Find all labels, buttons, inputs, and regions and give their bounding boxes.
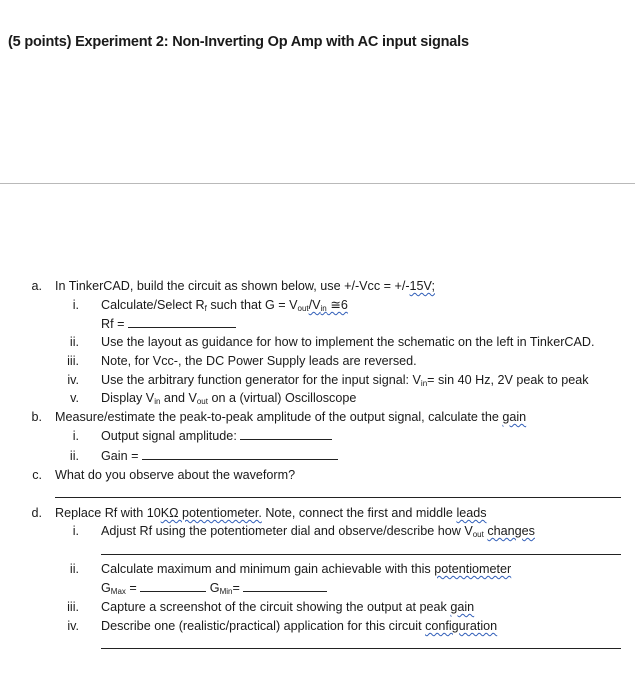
item-d-i-text: Adjust Rf using the potentiometer dial and observe/describe how $V_{out}$ changes <box>101 524 535 539</box>
item-d-iv-text: Describe one (realistic/practical) application for this circuit configuration <box>101 619 498 633</box>
potentiometer-answer-line[interactable] <box>101 554 621 555</box>
item-d-iii-marker: iii. <box>67 600 79 614</box>
item-d-iii-text: Capture a screenshot of the circuit showing the output at peak gain <box>101 600 475 614</box>
waveform-answer-line[interactable] <box>55 497 621 498</box>
section-divider <box>0 183 635 184</box>
item-d-iv-marker: iv. <box>67 619 79 633</box>
item-c-marker: c. <box>32 468 42 482</box>
page-title: (5 points) Experiment 2: Non-Inverting Op Amp with AC input signals <box>8 34 469 50</box>
item-d-ii-text: Calculate maximum and minimum gain achievable with this potentiometer <box>101 562 512 576</box>
gain-max-min-fields[interactable]: $G_{Max} = G_{Min}=$ <box>101 580 327 600</box>
item-a-iv-marker: iv. <box>67 373 79 387</box>
item-a-i-marker: i. <box>72 298 79 312</box>
application-answer-line[interactable] <box>101 648 621 649</box>
item-a-v-marker: v. <box>70 391 79 405</box>
item-c-text: What do you observe about the waveform? <box>55 468 296 482</box>
item-d-ii-marker: ii. <box>69 562 79 576</box>
item-d-text: Replace Rf with 10KΩ potentiometer. Note, connect the first and middle leads <box>55 506 487 520</box>
item-d-i-marker: i. <box>72 524 79 538</box>
item-d-marker: d. <box>31 506 42 520</box>
item-b-text: Measure/estimate the peak-to-peak amplitude of the output signal, calculate the gain <box>55 410 527 424</box>
item-a-ii-marker: ii. <box>69 335 79 349</box>
item-a-i-text: Calculate/Select $R_f$ such that $G = V_{out}/V_{in}$ ≅6 <box>101 298 348 313</box>
item-b-i-marker: i. <box>72 429 79 443</box>
rf-answer-field[interactable]: Rf = <box>101 316 236 332</box>
item-a-v-text: Display $V_{in}$ and $V_{out}$ on a (virtual) Oscilloscope <box>101 391 357 406</box>
item-b-marker: b. <box>31 410 42 424</box>
output-amplitude-field[interactable]: Output signal amplitude: <box>101 428 332 444</box>
item-a-marker: a. <box>31 279 42 293</box>
item-a-iii-text: Note, for Vcc-, the DC Power Supply leads are reversed. <box>101 354 417 368</box>
item-a-ii-text: Use the layout as guidance for how to implement the schematic on the left in TinkerCAD. <box>101 335 595 349</box>
gain-answer-field[interactable]: Gain = <box>101 448 338 464</box>
item-a-iv-text: Use the arbitrary function generator for the input signal: $V_{in}= \sin 40$ Hz, 2V peak to peak <box>101 373 589 388</box>
item-a-text: In TinkerCAD, build the circuit as shown below, use +/-Vcc = +/-15V; <box>55 279 435 293</box>
item-b-ii-marker: ii. <box>69 449 79 463</box>
item-a-iii-marker: iii. <box>67 354 79 368</box>
